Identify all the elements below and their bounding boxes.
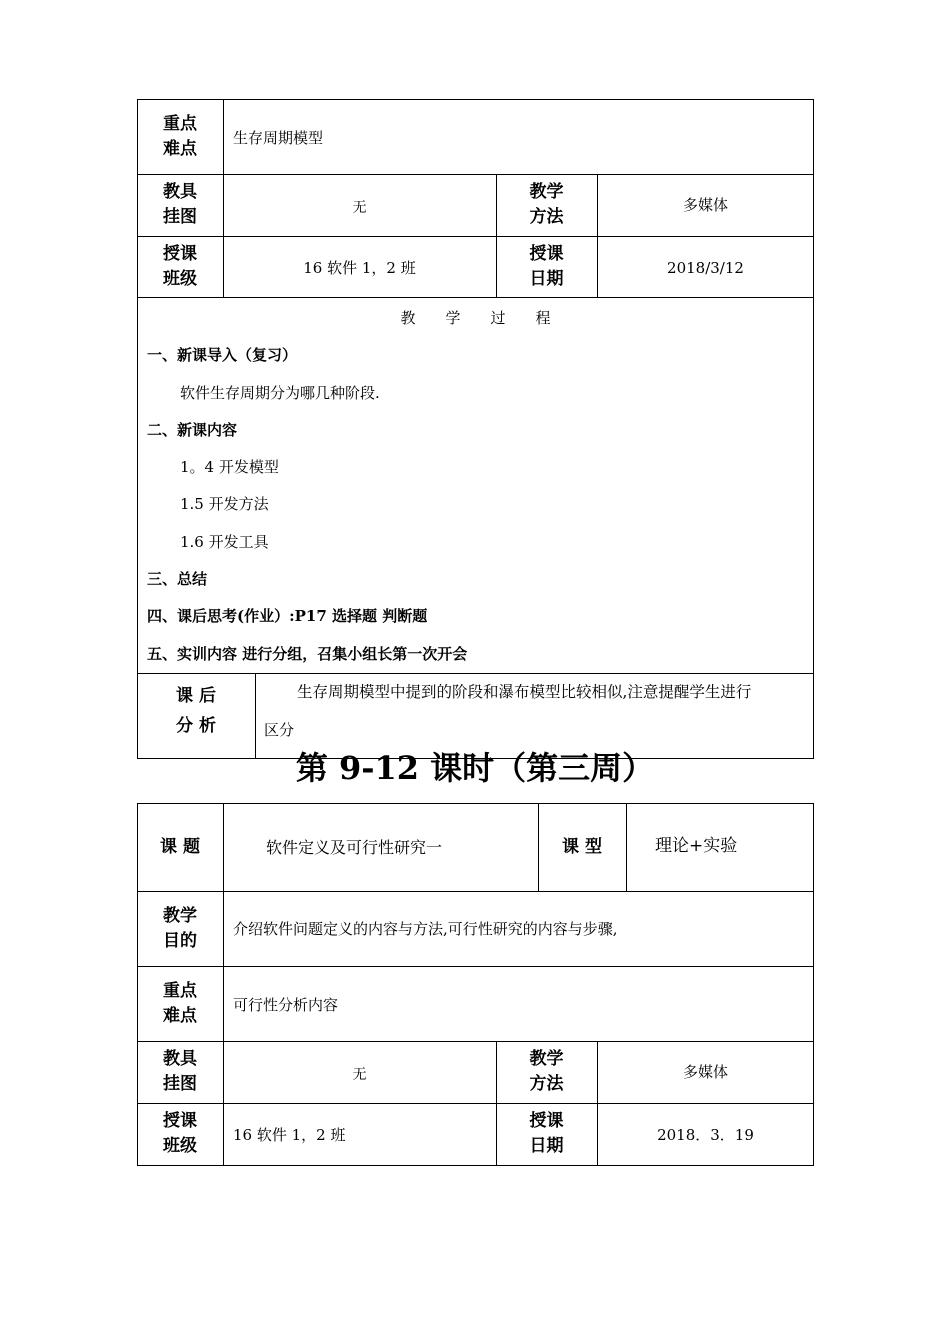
class-label: 授课 班级 (163, 1111, 197, 1156)
date-value: 2018．3．19 (657, 1126, 754, 1144)
row-divider (137, 236, 814, 237)
col-divider (223, 803, 224, 1166)
topic-value: 软件定义及可行性研究一 (266, 838, 443, 857)
aids-label: 教具 挂图 (163, 182, 197, 227)
lesson-table-2 (137, 803, 814, 1166)
analysis-label: 分 析 (176, 716, 216, 736)
process-line: 五、实训内容 进行分组，召集小组长第一次开会 (147, 645, 468, 663)
class-label: 授课 班级 (163, 244, 197, 289)
date-value: 2018/3/12 (667, 259, 744, 277)
type-value: 理论+实验 (655, 836, 738, 856)
process-line: 四、课后思考(作业）:P17 选择题 判断题 (147, 607, 428, 625)
row-divider (137, 966, 814, 967)
analysis-label: 课 后 (176, 686, 216, 706)
col-divider (597, 1041, 598, 1166)
class-value: 16 软件 1，2 班 (233, 1126, 346, 1144)
process-title: 教 学 过 程 (400, 309, 551, 327)
method-label: 教学 方法 (529, 1049, 564, 1094)
col-divider (255, 673, 256, 759)
row-divider (137, 891, 814, 892)
key-points-label: 重点 难点 (163, 114, 197, 159)
key-points-label: 重点 难点 (163, 981, 197, 1026)
aids-value: 无 (352, 1067, 367, 1083)
row-divider (137, 673, 814, 674)
process-line: 二、新课内容 (147, 421, 238, 439)
row-divider (137, 1103, 814, 1104)
topic-label: 课 题 (160, 837, 200, 857)
date-label: 授课 日期 (529, 244, 564, 289)
process-line: 一、新课导入（复习） (147, 346, 298, 364)
method-value: 多媒体 (682, 1063, 728, 1081)
process-line: 软件生存周期分为哪几种阶段. (180, 384, 380, 402)
type-label: 课 型 (562, 837, 602, 857)
key-points-value: 可行性分析内容 (233, 996, 339, 1014)
analysis-text: 生存周期模型中提到的阶段和瀑布模型比较相似,注意提醒学生进行 (297, 683, 752, 701)
row-divider (137, 1041, 814, 1042)
aids-label: 教具 挂图 (163, 1049, 197, 1094)
col-divider (626, 803, 627, 891)
key-points-value: 生存周期模型 (233, 129, 324, 147)
process-line: 1。4 开发模型 (180, 458, 279, 476)
goal-label: 教学 目的 (163, 906, 197, 951)
method-value: 多媒体 (682, 196, 728, 214)
class-value: 16 软件 1，2 班 (303, 259, 416, 277)
method-label: 教学 方法 (529, 182, 564, 227)
row-divider (137, 297, 814, 298)
goal-value: 介绍软件问题定义的内容与方法,可行性研究的内容与步骤, (233, 920, 618, 938)
process-line: 1.5 开发方法 (180, 495, 269, 513)
section-heading: 第 9-12 课时（第三周） (295, 749, 655, 787)
aids-value: 无 (352, 200, 367, 216)
process-line: 1.6 开发工具 (180, 533, 269, 551)
date-label: 授课 日期 (529, 1111, 564, 1156)
analysis-text: 区分 (264, 721, 295, 739)
col-divider (597, 174, 598, 297)
row-divider (137, 174, 814, 175)
process-line: 三、总结 (147, 570, 208, 588)
